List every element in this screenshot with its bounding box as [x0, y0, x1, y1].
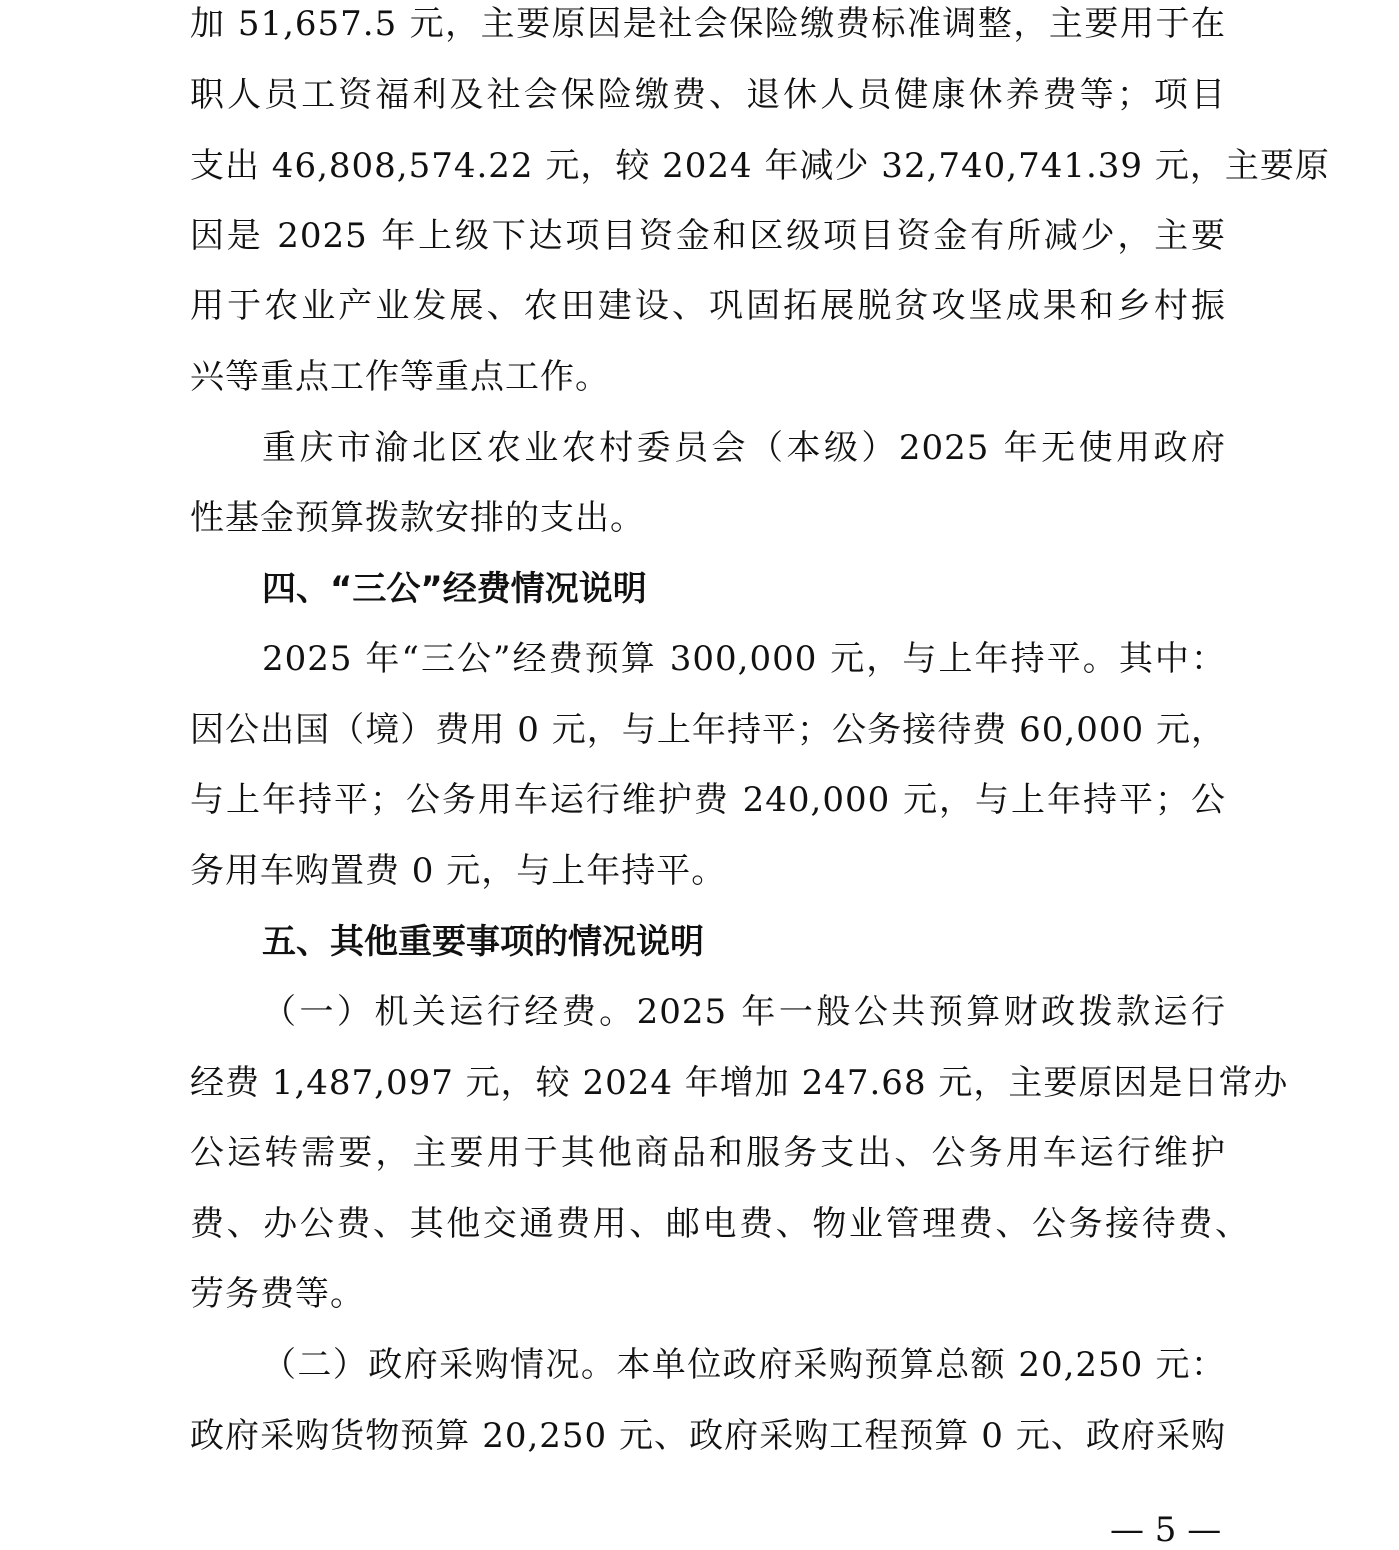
- body-text-line: 政府采购货物预算 20,250 元、政府采购工程预算 0 元、政府采购: [190, 1416, 1226, 1456]
- body-text-line: 因公出国（境）费用 0 元，与上年持平；公务接待费 60,000 元，: [190, 710, 1226, 750]
- body-text-line: （一）机关运行经费。2025 年一般公共预算财政拨款运行: [262, 992, 1226, 1032]
- body-text-line: 费、办公费、其他交通费用、邮电费、物业管理费、公务接待费、: [190, 1204, 1250, 1244]
- body-text-line: 公运转需要，主要用于其他商品和服务支出、公务用车运行维护: [190, 1133, 1226, 1173]
- body-text-line: 用于农业产业发展、农田建设、巩固拓展脱贫攻坚成果和乡村振: [190, 286, 1226, 326]
- section-heading-four: 四、“三公”经费情况说明: [262, 569, 647, 609]
- body-text-line: 劳务费等。: [190, 1274, 365, 1314]
- body-text-line: 经费 1,487,097 元，较 2024 年增加 247.68 元，主要原因是日常办: [190, 1063, 1289, 1103]
- body-text-line: 与上年持平；公务用车运行维护费 240,000 元，与上年持平；公: [190, 780, 1226, 820]
- body-text-line: 2025 年“三公”经费预算 300,000 元，与上年持平。其中：: [262, 639, 1226, 679]
- body-text-line: 加 51,657.5 元，主要原因是社会保险缴费标准调整，主要用于在: [190, 4, 1226, 44]
- body-text-line: 性基金预算拨款安排的支出。: [190, 498, 645, 538]
- body-text-line: （二）政府采购情况。本单位政府采购预算总额 20,250 元：: [262, 1345, 1226, 1385]
- body-text-line: 支出 46,808,574.22 元，较 2024 年减少 32,740,741.39 元，主要原: [190, 146, 1330, 186]
- body-text-line: 重庆市渝北区农业农村委员会（本级）2025 年无使用政府: [262, 428, 1226, 468]
- body-text-line: 兴等重点工作等重点工作。: [190, 357, 610, 397]
- section-heading-five: 五、其他重要事项的情况说明: [262, 922, 704, 962]
- body-text-line: 职人员工资福利及社会保险缴费、退休人员健康休养费等；项目: [190, 75, 1226, 115]
- body-text-line: 因是 2025 年上级下达项目资金和区级项目资金有所减少，主要: [190, 216, 1226, 256]
- body-text-line: 务用车购置费 0 元，与上年持平。: [190, 851, 727, 891]
- page-number: — 5 —: [1110, 1510, 1222, 1550]
